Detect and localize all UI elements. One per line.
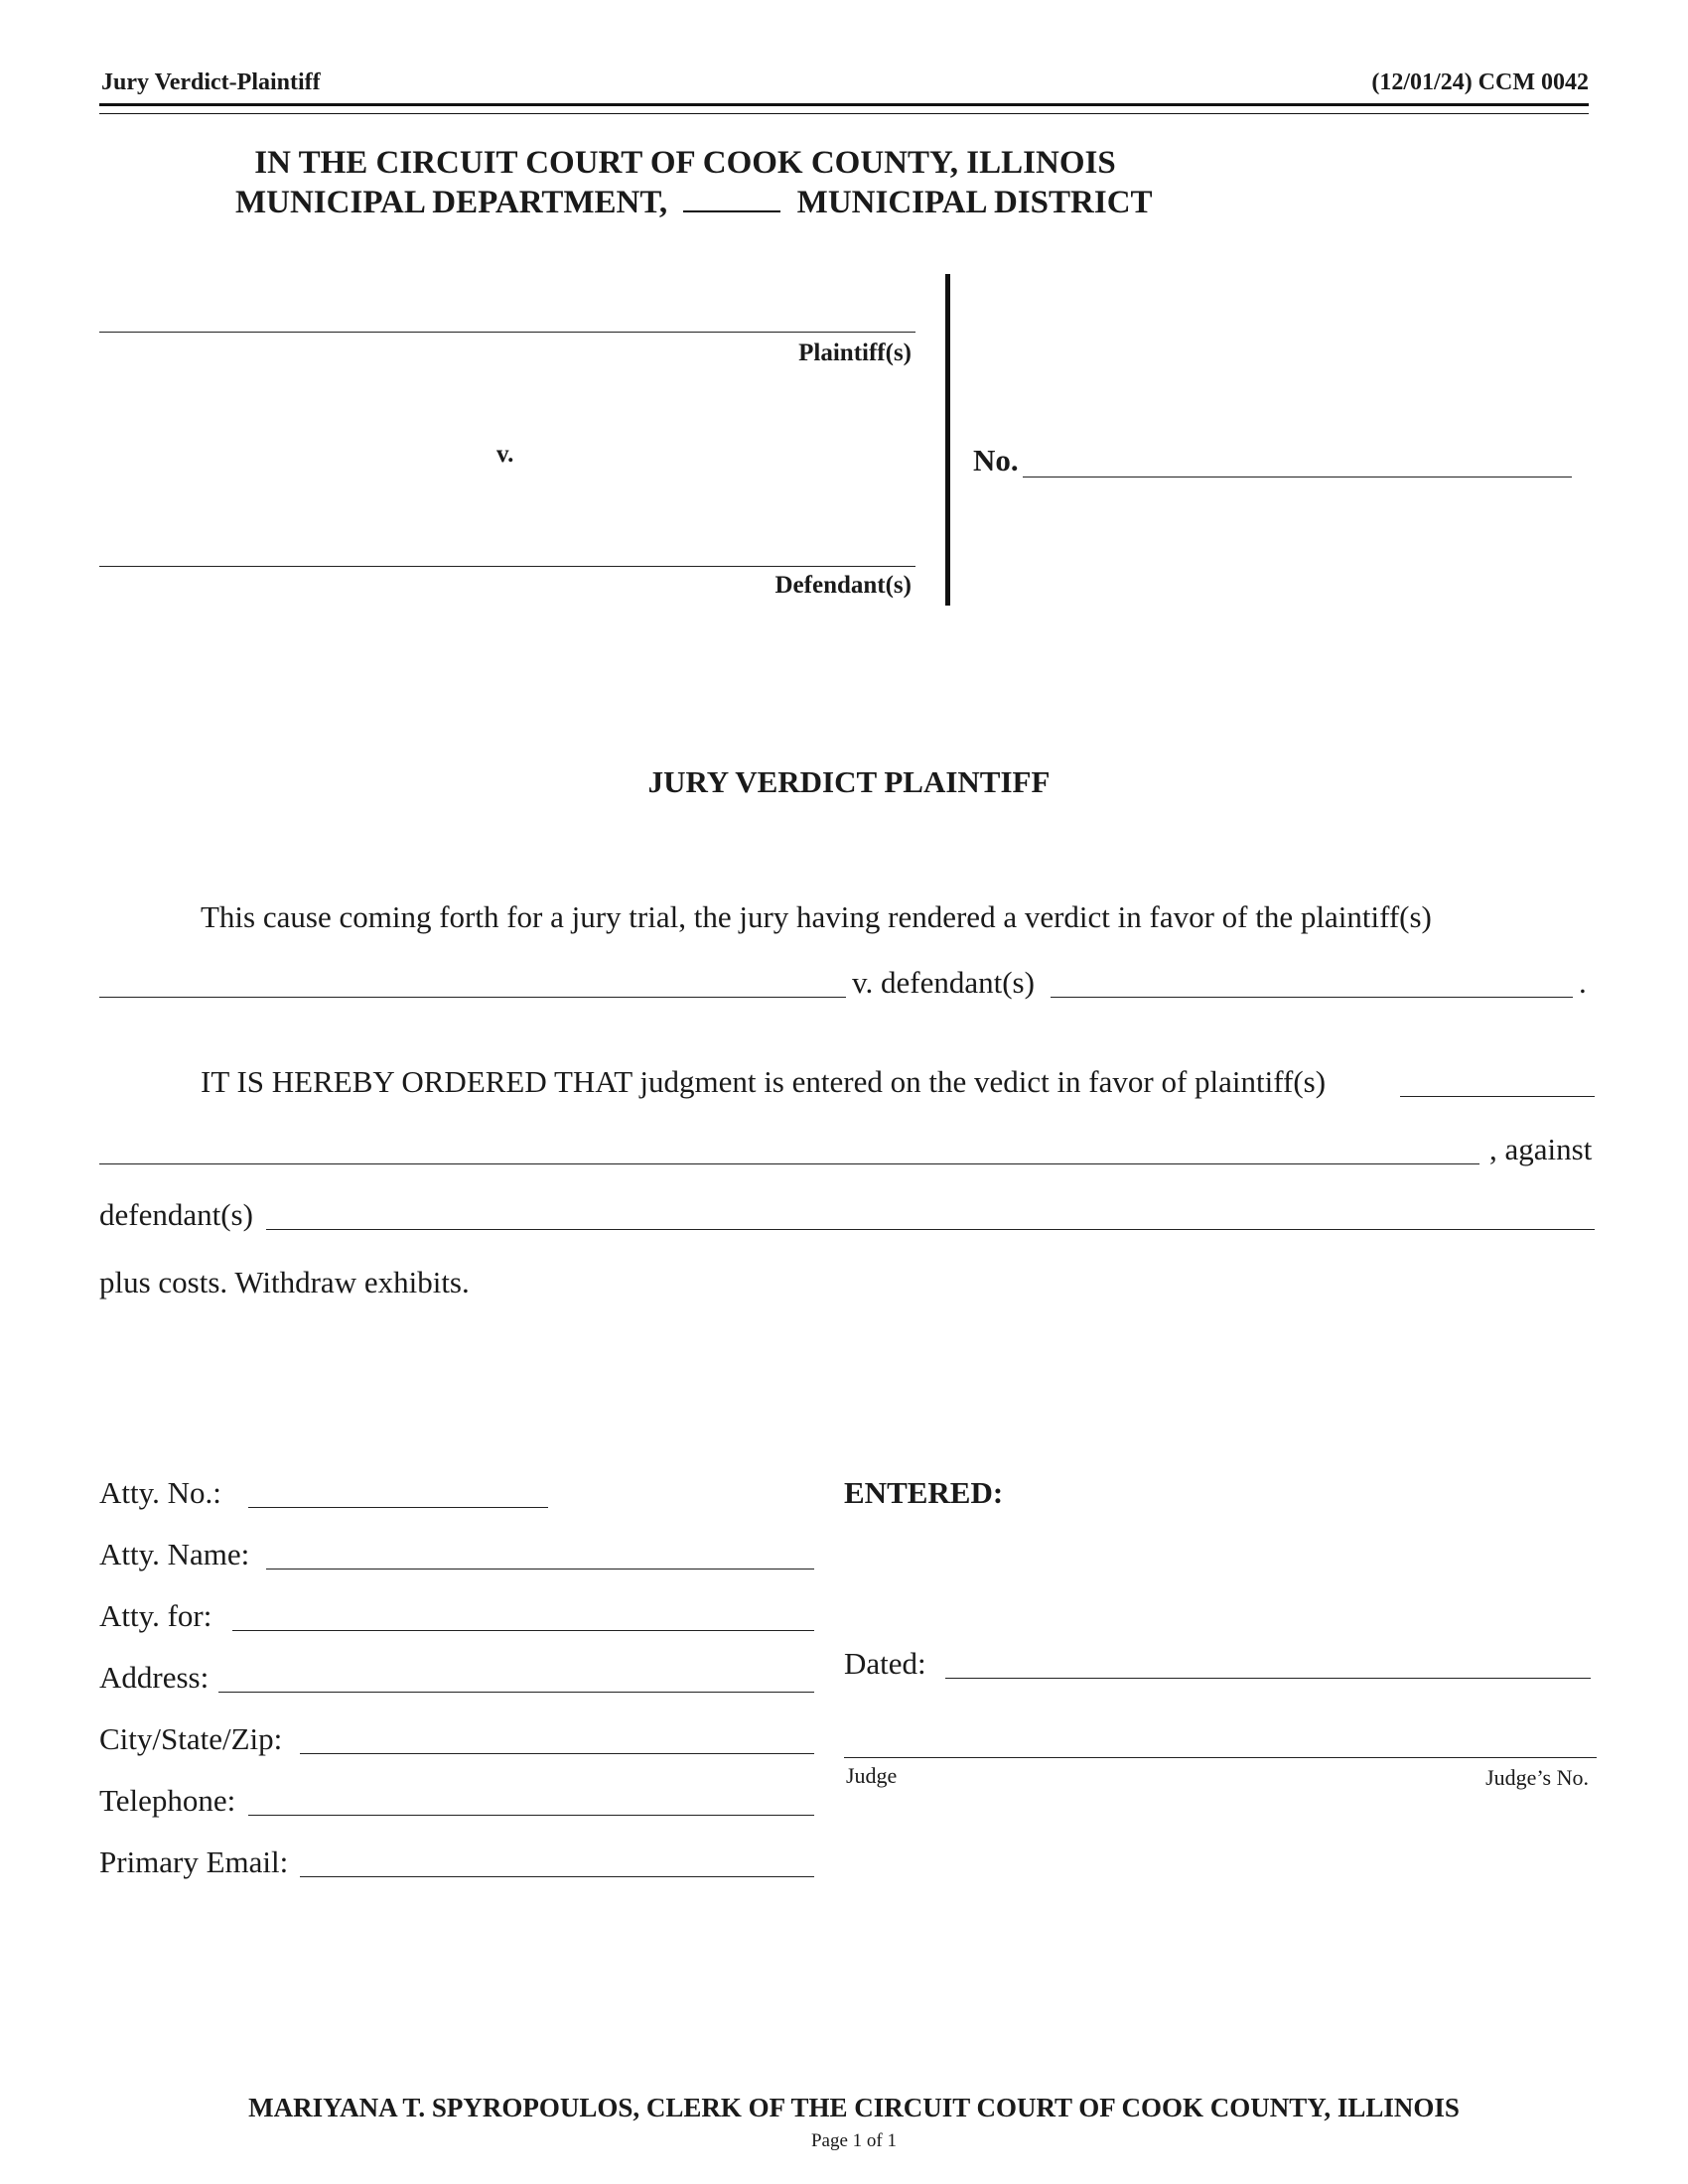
paragraph-intro: This cause coming forth for a jury trial, the jury having rendered a verdict in favor of the plaintiff(s): [201, 899, 1432, 934]
city-state-zip-field[interactable]: [300, 1753, 814, 1754]
header-rule-thin: [99, 113, 1589, 114]
case-number-field[interactable]: [1023, 477, 1572, 478]
sentence-period: .: [1579, 965, 1587, 1000]
email-label: Primary Email:: [99, 1844, 289, 1879]
document-title: JURY VERDICT PLAINTIFF: [647, 764, 1051, 799]
v-defendants-label: v. defendant(s): [852, 965, 1035, 1000]
page-number: Page 1 of 1: [810, 2130, 897, 2151]
clerk-footer: MARIYANA T. SPYROPOULOS, CLERK OF THE CIRCUIT COURT OF COOK COUNTY, ILLINOIS: [248, 2093, 1460, 2122]
district-label: MUNICIPAL DISTRICT: [796, 185, 1153, 220]
verdict-plaintiff-field[interactable]: [99, 997, 846, 998]
against-label: , against: [1489, 1132, 1593, 1166]
address-field[interactable]: [218, 1692, 814, 1693]
city-state-zip-label: City/State/Zip:: [99, 1721, 283, 1756]
address-label: Address:: [99, 1660, 210, 1695]
court-title: IN THE CIRCUIT COURT OF COOK COUNTY, ILLINOIS: [254, 145, 1116, 181]
defendants-label: defendant(s): [99, 1197, 253, 1232]
email-field[interactable]: [300, 1876, 814, 1877]
telephone-label: Telephone:: [99, 1783, 236, 1818]
atty-name-label: Atty. Name:: [99, 1537, 250, 1571]
district-number-field[interactable]: [683, 210, 780, 212]
verdict-defendant-field[interactable]: [1051, 997, 1573, 998]
judge-no-label: Judge’s No.: [1485, 1765, 1589, 1790]
plaintiff-name-field[interactable]: [99, 332, 915, 333]
case-no-label: No.: [973, 443, 1019, 478]
judgment-amount-field[interactable]: [99, 1163, 1479, 1164]
atty-no-label: Atty. No.:: [99, 1475, 221, 1510]
versus-label: v.: [496, 441, 514, 468]
order-text: IT IS HEREBY ORDERED THAT judgment is entered on the vedict in favor of plaintiff(s): [201, 1064, 1327, 1099]
dated-field[interactable]: [945, 1678, 1591, 1679]
defendant-label: Defendant(s): [774, 572, 912, 599]
header-rule-thick: [99, 103, 1589, 106]
judgment-plaintiff-field[interactable]: [1400, 1096, 1595, 1097]
atty-name-field[interactable]: [266, 1569, 814, 1570]
judge-label: Judge: [846, 1763, 898, 1788]
closing-text: plus costs. Withdraw exhibits.: [99, 1265, 470, 1299]
judge-signature-field[interactable]: [844, 1757, 1597, 1758]
form-title: Jury Verdict-Plaintiff: [101, 69, 321, 95]
caption-divider: [945, 274, 950, 606]
telephone-field[interactable]: [248, 1815, 814, 1816]
defendant-name-field[interactable]: [99, 566, 915, 567]
court-subtitle: [235, 185, 1153, 221]
atty-for-label: Atty. for:: [99, 1598, 212, 1633]
plaintiff-label: Plaintiff(s): [798, 340, 912, 366]
atty-no-field[interactable]: [248, 1507, 548, 1508]
atty-for-field[interactable]: [232, 1630, 814, 1631]
department-label: MUNICIPAL DEPARTMENT,: [235, 185, 668, 220]
entered-label: ENTERED:: [844, 1475, 1004, 1510]
judgment-defendant-field[interactable]: [266, 1229, 1595, 1230]
dated-label: Dated:: [844, 1646, 926, 1681]
form-code: (12/01/24) CCM 0042: [1371, 69, 1589, 95]
